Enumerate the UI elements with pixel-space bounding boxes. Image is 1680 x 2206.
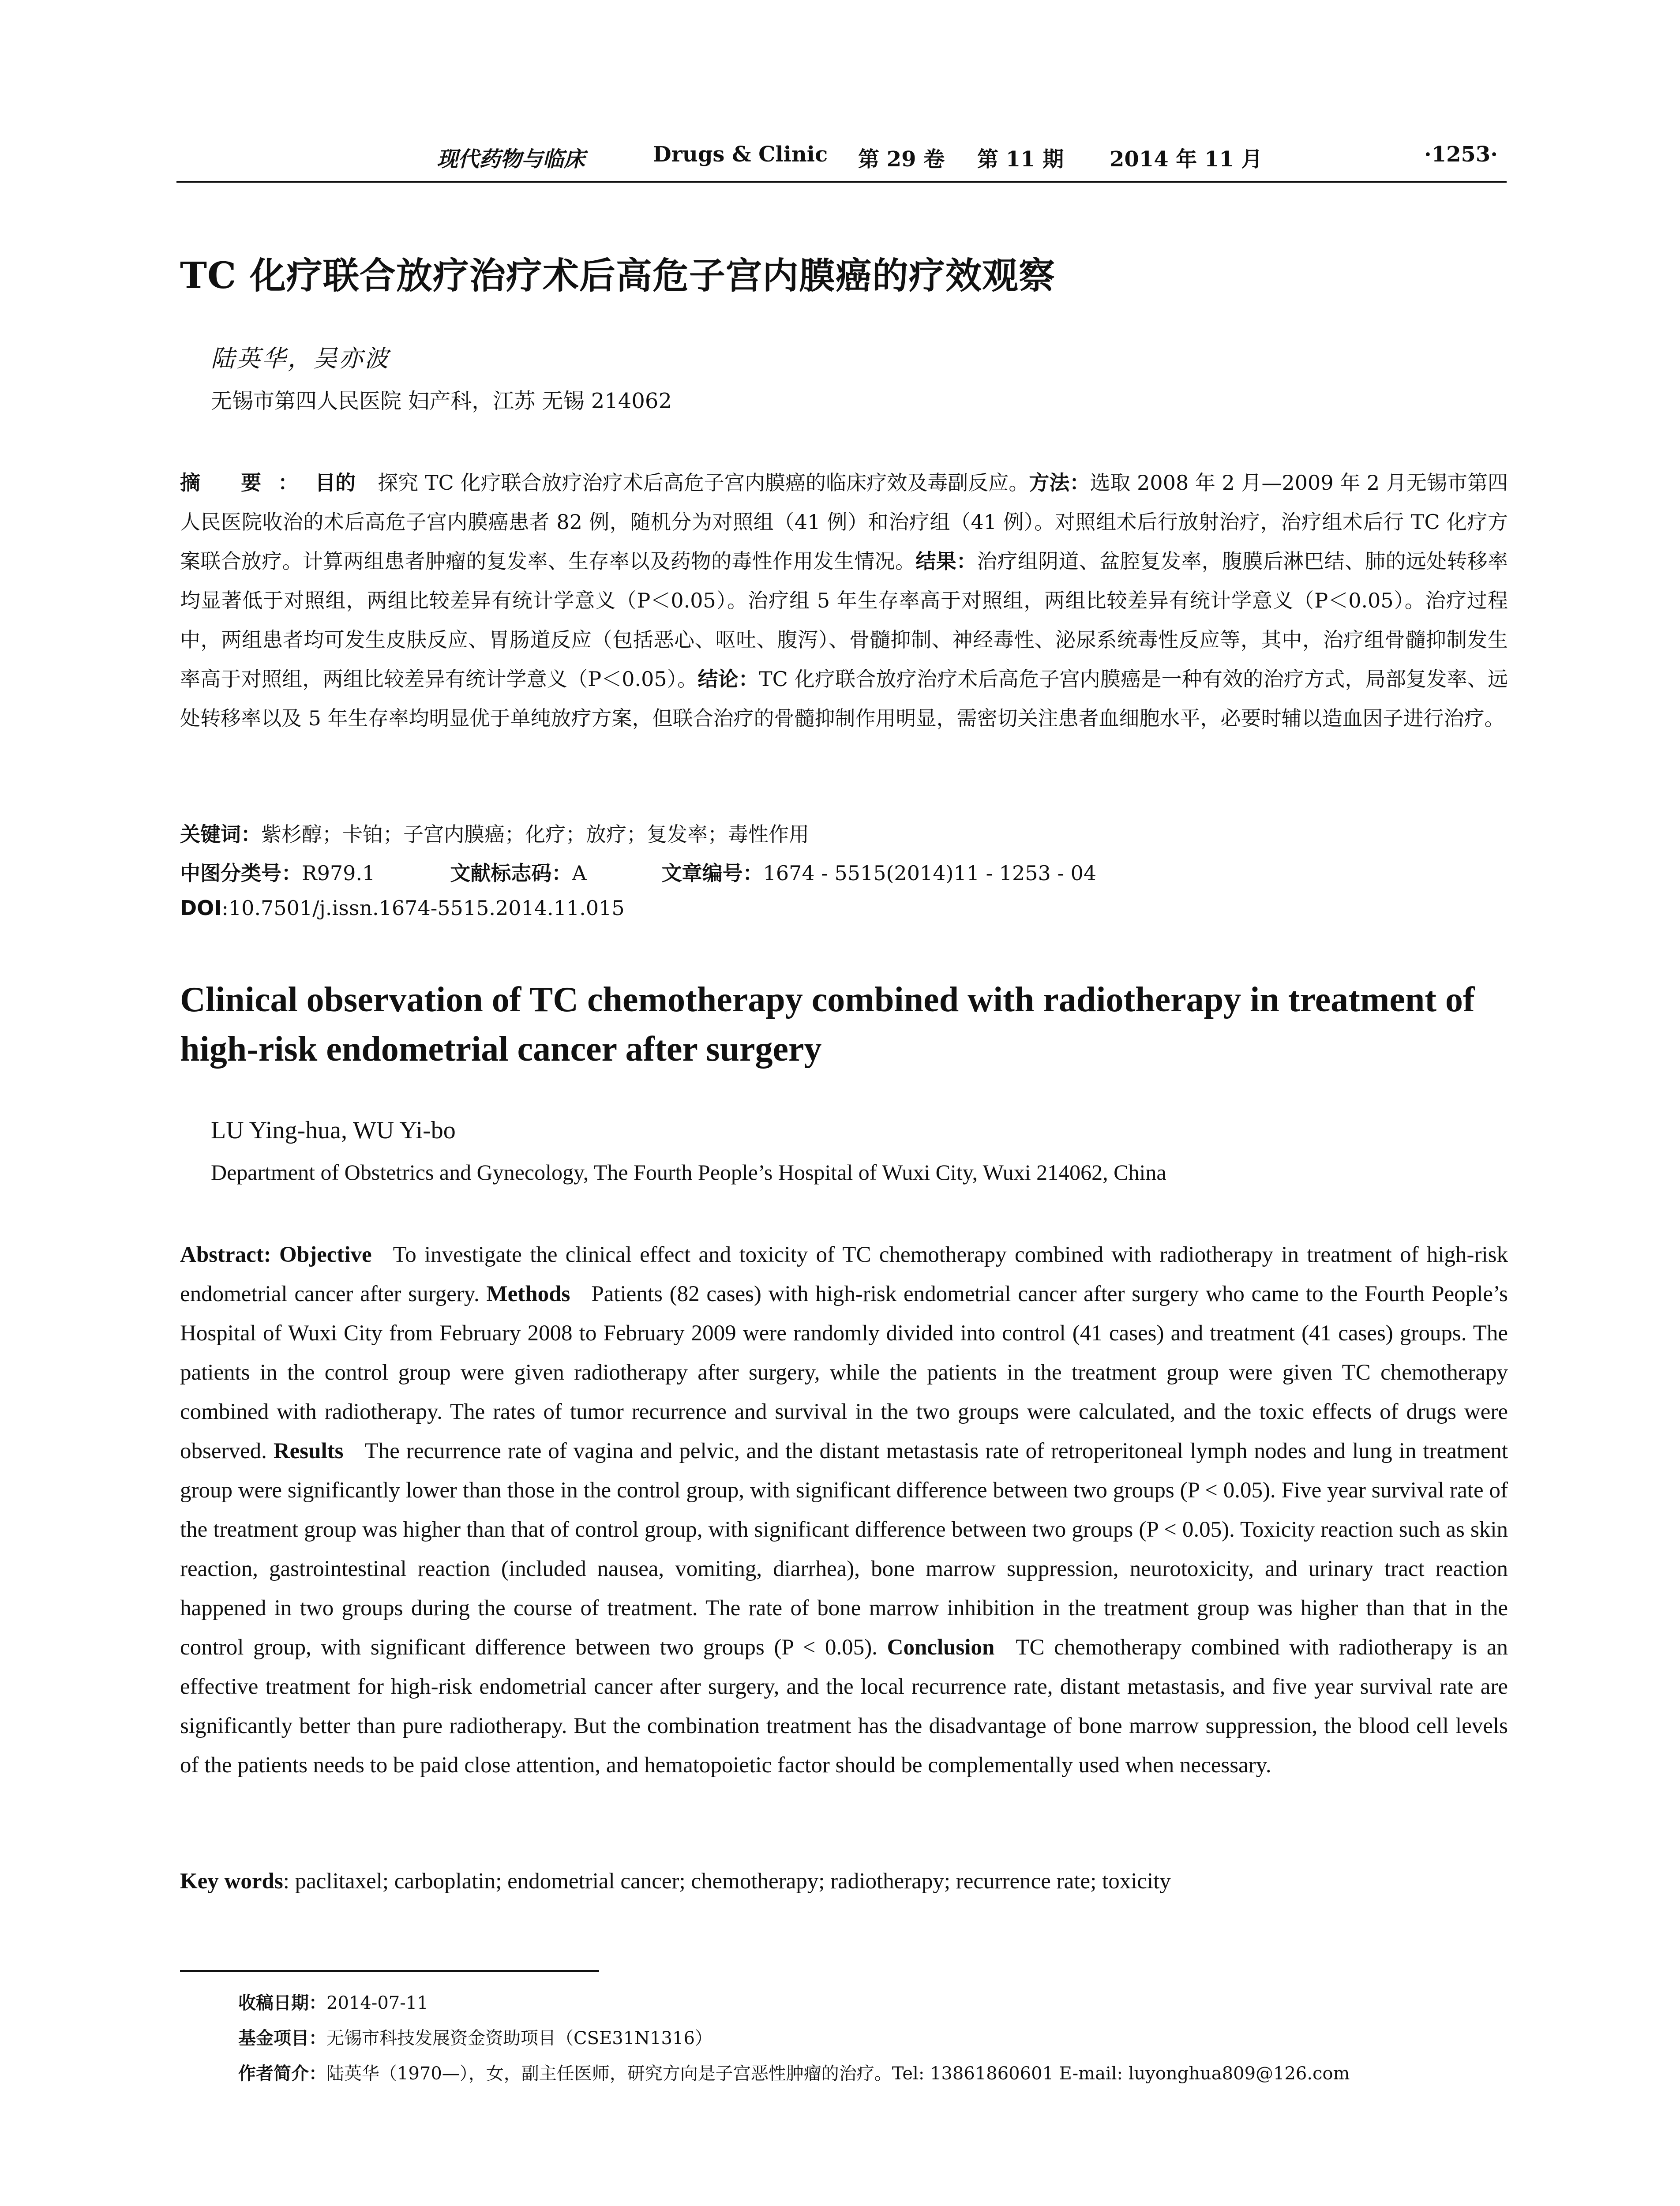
- objective-text-en: To investigate the clinical effect and toxicity of TC chemotherapy combined with radiotherapy in treatment of high-risk endometrial cancer after surgery.: [180, 1242, 1508, 1306]
- fund-label: 基金项目：: [238, 2028, 326, 2048]
- authors-cn: 陆英华，吴亦波: [211, 345, 390, 372]
- keywords-cn: [180, 818, 809, 848]
- methods-text-en: Patients (82 cases) with high-risk endometrial cancer after surgery who came to the Fourth People’s Hospital of Wuxi City from February 2008 to February 2009 were randomly divided into control (41 cases) and treatment (41 cases) groups. The patients in the control group were given radiotherapy after surgery, while the patients in the treatment group were given TC chemotherapy combined with radiotherapy. The rates of tumor recurrence and survival in the two groups were calculated, and the toxic effects of drugs were observed.: [180, 1282, 1508, 1463]
- results-label-cn: 结果：: [915, 549, 977, 573]
- footnote-rule: [180, 1970, 599, 1972]
- keywords-label-cn: 关键词：: [180, 822, 261, 846]
- keywords-text-en: : paclitaxel; carboplatin; endometrial cancer; chemotherapy; radiotherapy; recurrence rate; toxicity: [283, 1869, 1171, 1894]
- results-text-cn: 治疗组阴道、盆腔复发率，腹膜后淋巴结、肺的远处转移率均显著低于对照组，两组比较差异有统计学意义（P＜0.05）。治疗组 5 年生存率高于对照组，两组比较差异有统计学意义（P＜0.05）。治疗过程中，两组患者均可发生皮肤反应、胃肠道反应（包括恶心、呕吐、腹泻）、骨髓抑制、神经毒性、泌尿系统毒性反应等，其中，治疗组骨髓抑制发生率高于对照组，两组比较差异有统计学意义（P＜0.05）。: [180, 549, 1508, 691]
- abstract-label-en: Abstract:: [180, 1242, 271, 1267]
- bio-value: 陆英华（1970—），女，副主任医师，研究方向是子宫恶性肿瘤的治疗。Tel: 13861860601 E-mail: luyonghua809@126.com: [326, 2063, 1350, 2084]
- keywords-text-cn: 紫杉醇；卡铂；子宫内膜癌；化疗；放疗；复发率；毒性作用: [261, 822, 809, 846]
- issue-date: 2014 年 11 月: [1110, 147, 1263, 172]
- article-no-label: 文章编号：: [661, 861, 763, 885]
- results-text-en: The recurrence rate of vagina and pelvic, and the distant metastasis rate of retroperitoneal lymph nodes and lung in treatment group were significantly lower than those in the control group, with significant difference between two groups (P < 0.05). Five year survival rate of the treatment group was higher than that of control group, with significant difference between two groups (P < 0.05). Toxicity reaction such as skin reaction, gastrointestinal reaction (included nausea, vomiting, diarrhea), bone marrow suppression, neurotoxicity, and urinary tract reaction happened in two groups during the course of treatment. The rate of bone marrow inhibition in the treatment group was higher than that in the control group, with significant difference between two groups (P < 0.05).: [180, 1439, 1508, 1660]
- affiliation-cn: 无锡市第四人民医院 妇产科，江苏 无锡 214062: [211, 389, 672, 413]
- authors-en: LU Ying-hua, WU Yi-bo: [211, 1117, 456, 1144]
- abstract-label-cn: 摘 要：: [180, 471, 315, 495]
- received-label: 收稿日期：: [238, 1993, 326, 2013]
- page-number: ·1253·: [1424, 142, 1498, 167]
- objective-label-cn: 目的: [315, 471, 356, 495]
- class-label: 中图分类号：: [180, 861, 302, 885]
- methods-label-cn: 方法：: [1029, 471, 1090, 495]
- doi-line: [180, 896, 625, 920]
- methods-label-en: Methods: [486, 1282, 570, 1306]
- objective-text-cn: 探究 TC 化疗联合放疗治疗术后高危子宫内膜癌的临床疗效及毒副反应。: [378, 471, 1029, 495]
- abstract-cn: [180, 463, 1508, 738]
- class-value: R979.1: [302, 861, 375, 885]
- affiliation-en: Department of Obstetrics and Gynecology, The Fourth People’s Hospital of Wuxi City, Wuxi 214062, China: [211, 1160, 1166, 1185]
- title-cn: TC 化疗联合放疗治疗术后高危子宫内膜癌的疗效观察: [180, 255, 1055, 297]
- footnote-received: [238, 1989, 428, 2014]
- conclusion-label-en: Conclusion: [887, 1635, 995, 1660]
- received-value: 2014-07-11: [326, 1993, 428, 2013]
- journal-name-cn: 现代药物与临床: [437, 147, 585, 172]
- keywords-label-en: Key words: [180, 1869, 283, 1894]
- results-label-en: Results: [273, 1439, 344, 1463]
- doi-value: :10.7501/j.issn.1674-5515.2014.11.015: [221, 896, 625, 920]
- conclusion-text-en: TC chemotherapy combined with radiotherapy is an effective treatment for high-risk endometrial cancer after surgery, and the local recurrence rate, distant metastasis, and five year survival rate are significantly better than pure radiotherapy. But the combination treatment has the disadvantage of bone marrow suppression, the blood cell levels of the patients needs to be paid close attention, and hematopoietic factor should be complementally used when necessary.: [180, 1635, 1508, 1778]
- abstract-en: [180, 1235, 1508, 1785]
- title-en: Clinical observation of TC chemotherapy combined with radiotherapy in treatment of high-risk endometrial cancer after surgery: [180, 980, 1475, 1069]
- running-header: [176, 140, 1507, 183]
- methods-text-cn: 选取 2008 年 2 月—2009 年 2 月无锡市第四人民医院收治的术后高危子宫内膜癌患者 82 例，随机分为对照组（41 例）和治疗组（41 例）。对照组术后行放射治疗，治疗组术后行 TC 化疗方案联合放疗。计算两组患者肿瘤的复发率、生存率以及药物的毒性作用发生情况。: [180, 471, 1508, 573]
- doc-code-label: 文献标志码：: [450, 861, 572, 885]
- volume: 第 29 卷: [858, 147, 945, 172]
- bio-label: 作者简介：: [238, 2063, 326, 2084]
- classification-row: [180, 857, 1096, 886]
- journal-name-en: Drugs & Clinic: [653, 142, 828, 167]
- objective-label-en: Objective: [279, 1242, 372, 1267]
- fund-value: 无锡市科技发展资金资助项目（CSE31N1316）: [326, 2028, 712, 2048]
- conclusion-text-cn: TC 化疗联合放疗治疗术后高危子宫内膜癌是一种有效的治疗方式，局部复发率、远处转移率以及 5 年生存率均明显优于单纯放疗方案，但联合治疗的骨髓抑制作用明显，需密切关注患者血细胞水平，必要时辅以造血因子进行治疗。: [180, 667, 1508, 730]
- doi-label: DOI: [180, 896, 222, 920]
- keywords-en: [180, 1868, 1508, 1894]
- footnote-fund: [238, 2024, 712, 2049]
- doc-code-value: A: [572, 861, 587, 885]
- article-no-value: 1674 - 5515(2014)11 - 1253 - 04: [763, 861, 1097, 885]
- footnote-author-bio: [238, 2060, 1350, 2085]
- issue: 第 11 期: [977, 147, 1064, 172]
- conclusion-label-cn: 结论：: [698, 667, 759, 691]
